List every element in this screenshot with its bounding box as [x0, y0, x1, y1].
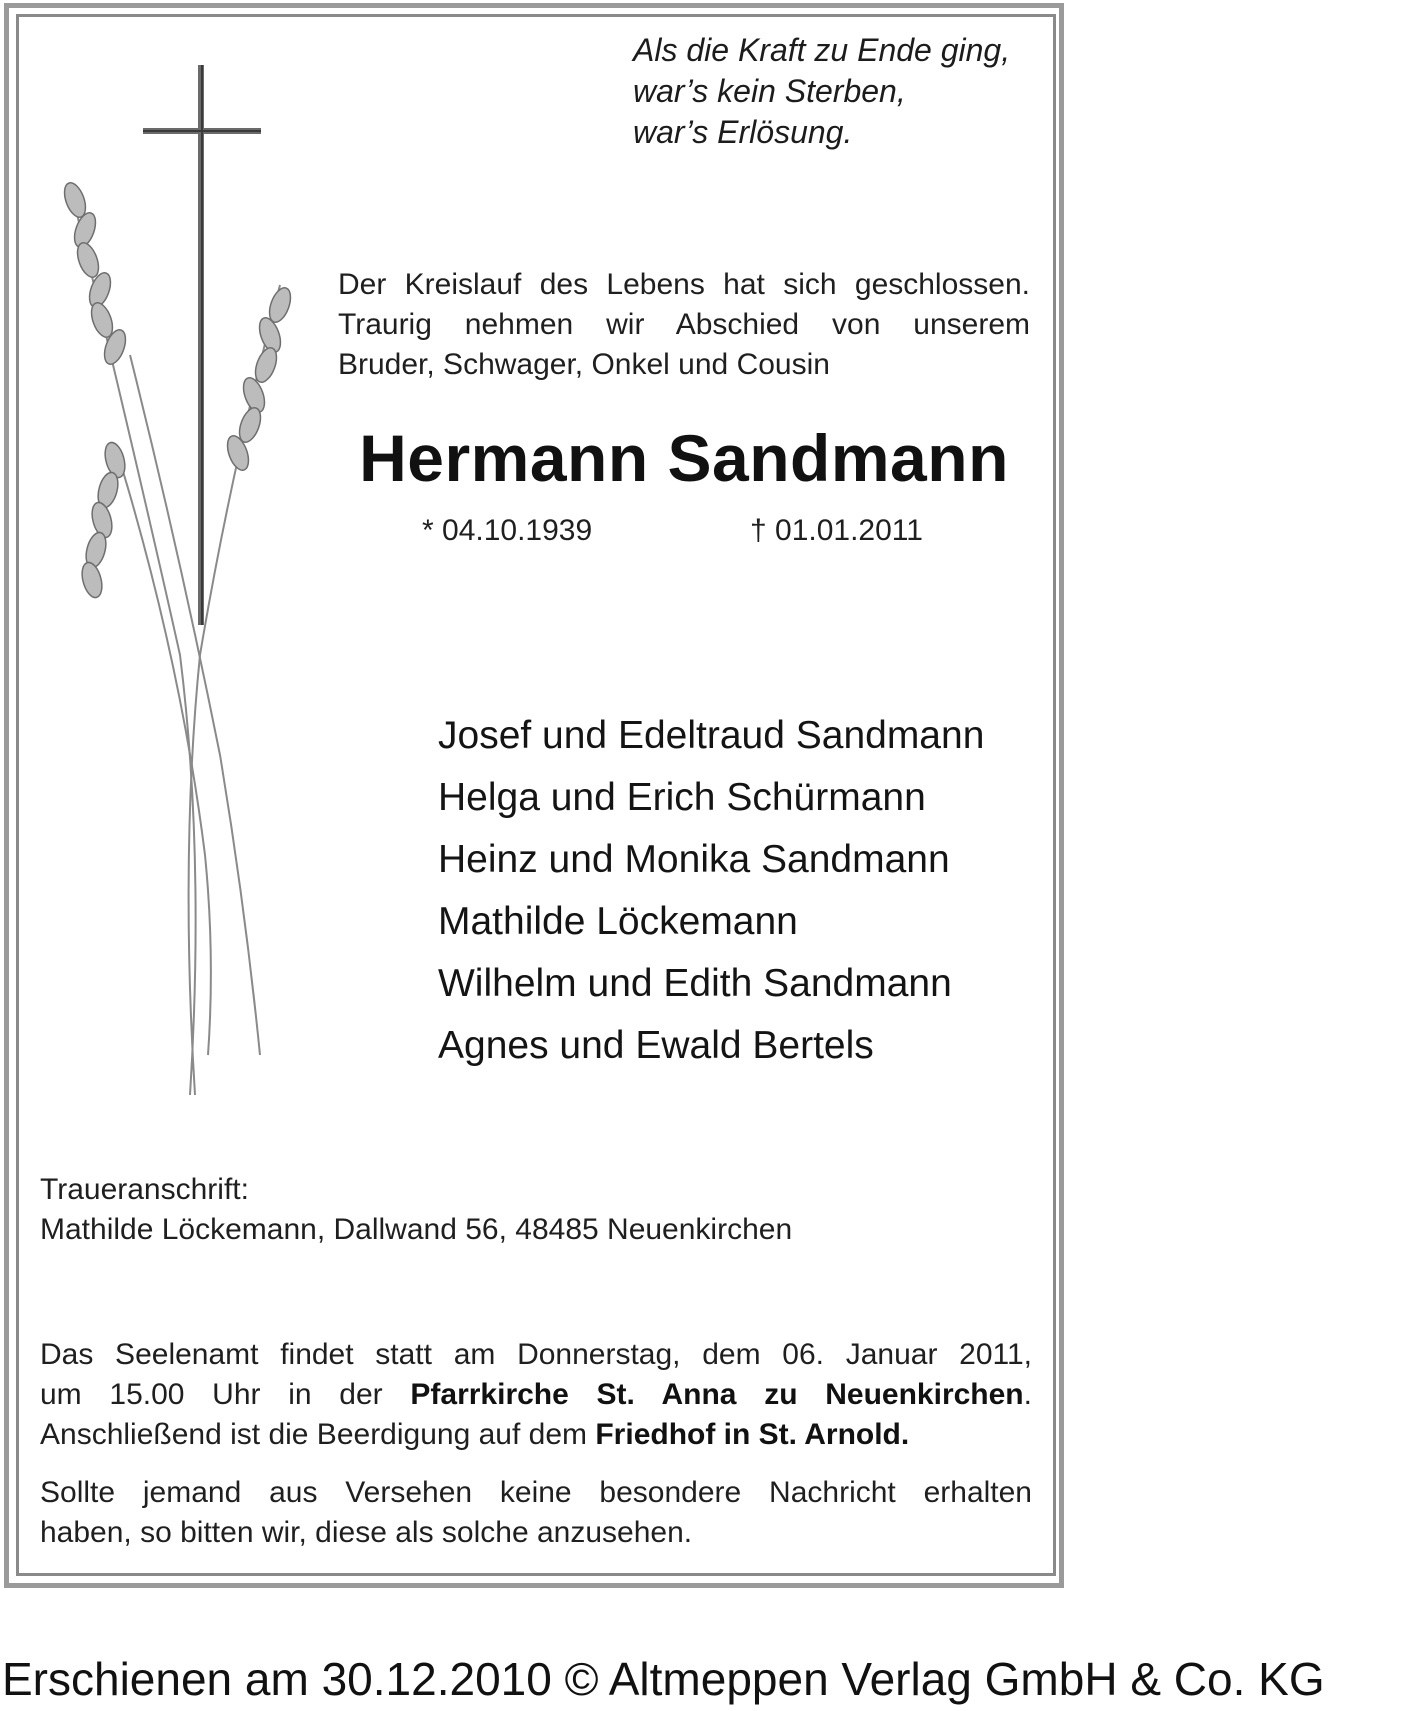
- intro-text: [338, 265, 1030, 385]
- service-time-text: um 15.00 Uhr in der: [40, 1378, 383, 1411]
- birth-date: * 04.10.1939: [422, 514, 593, 547]
- death-date: † 01.01.2011: [750, 514, 923, 547]
- address-value: Mathilde Löckemann, Dallwand 56, 48485 Neuenkirchen: [40, 1213, 793, 1246]
- service-line: [40, 1415, 1032, 1455]
- cemetery-name: Friedhof in St. Arnold.: [595, 1418, 910, 1451]
- deceased-name: Hermann Sandmann: [359, 421, 1009, 495]
- service-info: [40, 1335, 1032, 1455]
- wheat-ear-lower-left: [79, 440, 129, 599]
- service-line: [40, 1375, 1032, 1415]
- intro-line: Bruder, Schwager, Onkel und Cousin: [338, 348, 830, 381]
- motto-quote: [633, 30, 1010, 153]
- cross-wheat-illustration: [30, 55, 330, 1105]
- family-list: [438, 705, 984, 1077]
- motto-line: war’s kein Sterben,: [633, 73, 906, 109]
- motto-line: Als die Kraft zu Ende ging,: [633, 32, 1011, 68]
- mourning-address: [40, 1170, 792, 1250]
- family-member: Mathilde Löckemann: [438, 900, 798, 943]
- publication-footer: Erschienen am 30.12.2010 © Altmeppen Verlag GmbH & Co. KG: [2, 1653, 1325, 1705]
- intro-line: Der Kreislauf des Lebens hat sich geschlossen.: [338, 268, 1030, 301]
- family-member: Helga und Erich Schürmann: [438, 776, 926, 819]
- family-member: Agnes und Ewald Bertels: [438, 1024, 874, 1067]
- church-name: Pfarrkirche St. Anna zu Neuenkirchen: [410, 1378, 1024, 1411]
- notice-line: haben, so bitten wir, diese als solche anzusehen.: [40, 1516, 693, 1549]
- burial-text: Anschließend ist die Beerdigung auf dem: [40, 1418, 588, 1451]
- wheat-ear-right: [223, 285, 294, 473]
- service-line: Das Seelenamt findet statt am Donnerstag, dem 06. Januar 2011,: [40, 1338, 1032, 1371]
- notice-line: Sollte jemand aus Versehen keine besondere Nachricht erhalten: [40, 1476, 1032, 1509]
- service-period: .: [1023, 1378, 1032, 1411]
- motto-line: war’s Erlösung.: [633, 114, 853, 150]
- family-member: Josef und Edeltraud Sandmann: [438, 714, 985, 757]
- family-member: Heinz und Monika Sandmann: [438, 838, 950, 881]
- wheat-ear-left: [60, 180, 129, 367]
- cross-icon: [143, 65, 261, 625]
- family-member: Wilhelm und Edith Sandmann: [438, 962, 952, 1005]
- intro-line: Traurig nehmen wir Abschied von unserem: [338, 308, 1030, 341]
- address-label: Traueranschrift:: [40, 1173, 249, 1206]
- notice-text: [40, 1473, 1032, 1553]
